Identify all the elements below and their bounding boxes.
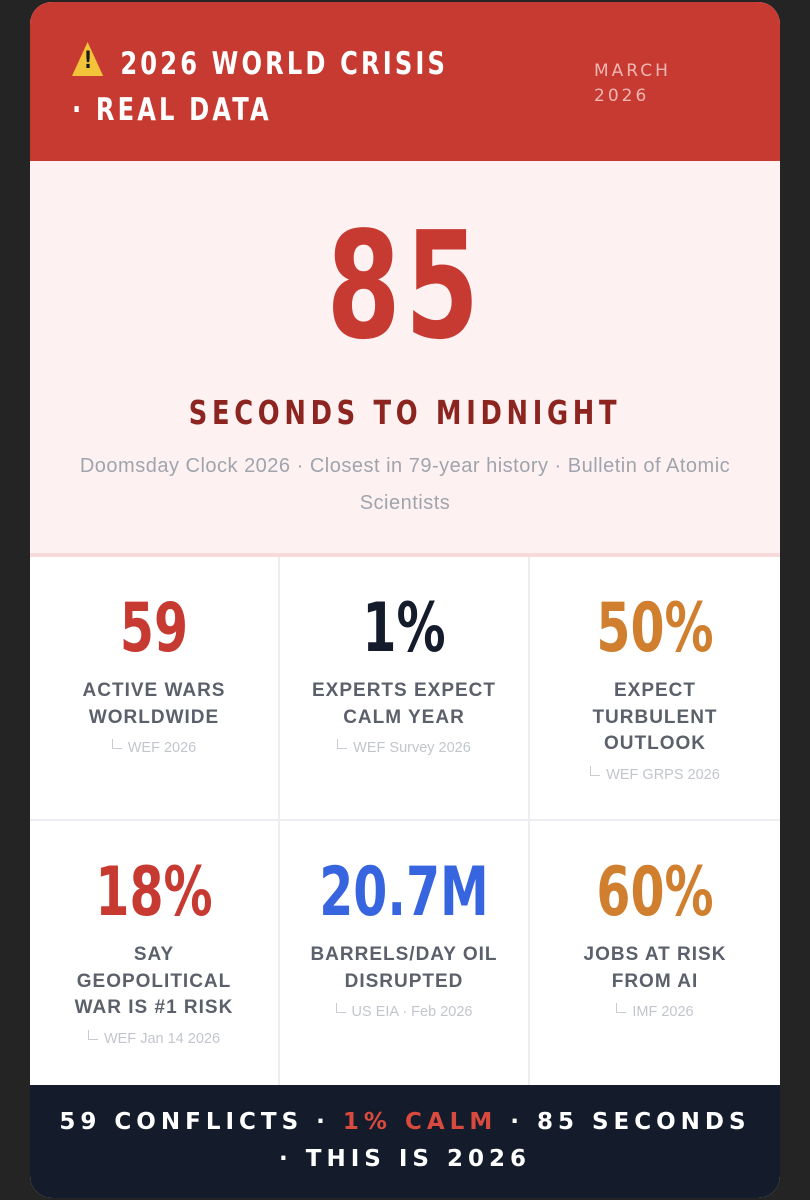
stat-card-active-wars (30, 557, 278, 819)
grid-divider (528, 557, 530, 1085)
source-arrow-icon (88, 1030, 98, 1040)
stat-source-text: WEF Survey 2026 (353, 740, 471, 756)
stat-source (280, 738, 528, 758)
stats-grid (30, 557, 780, 1085)
stat-label: EXPERTS EXPECT CALM YEAR (312, 680, 496, 728)
header-banner (30, 2, 780, 161)
footer-text (50, 1104, 760, 1178)
footer-banner (30, 1085, 780, 1198)
source-arrow-icon (112, 739, 122, 749)
grid-divider (30, 819, 780, 821)
grid-divider (278, 557, 280, 1085)
stat-value: 59 (119, 589, 189, 668)
stat-source (280, 1002, 528, 1022)
stat-source (30, 738, 278, 758)
crisis-card (30, 2, 780, 1198)
header-date: MARCH 2026 (594, 61, 671, 106)
stat-source (530, 765, 780, 785)
source-arrow-icon (590, 766, 600, 776)
source-arrow-icon (616, 1003, 626, 1013)
stat-source-text: WEF 2026 (127, 740, 197, 756)
hero-value: 85 (326, 200, 484, 372)
stat-source-text: WEF Jan 14 2026 (103, 1031, 221, 1047)
stat-label: EXPECT TURBULENT OUTLOOK (592, 680, 718, 754)
stat-source (30, 1029, 278, 1049)
stat-label: BARRELS/DAY OIL DISRUPTED (310, 944, 498, 992)
stat-value: 50% (596, 589, 714, 668)
source-arrow-icon (336, 1003, 346, 1013)
header-title-block (72, 40, 462, 133)
stat-value: 20.7M (319, 853, 489, 932)
stat-value: 60% (596, 853, 714, 932)
stat-card-geopolitical-risk (30, 821, 278, 1083)
stat-card-calm-year (280, 557, 528, 819)
stat-source-text: IMF 2026 (632, 1004, 694, 1020)
stat-source-text: WEF GRPS 2026 (606, 767, 720, 783)
stat-source-text: US EIA · Feb 2026 (351, 1004, 473, 1020)
hero-subtitle: Doomsday Clock 2026 · Closest in 79-year history · Bulletin of Atomic Scientists (79, 455, 731, 514)
stat-label: JOBS AT RISK FROM AI (583, 944, 727, 992)
stat-card-turbulent-outlook (530, 557, 780, 819)
warning-icon: ! (72, 42, 103, 76)
hero-label: SECONDS TO MIDNIGHT (188, 393, 622, 432)
footer-highlight: 1% CALM (342, 1109, 498, 1135)
stat-label: ACTIVE WARS WORLDWIDE (82, 680, 226, 728)
stat-source (530, 1002, 780, 1022)
stat-label: SAY GEOPOLITICAL WAR IS #1 RISK (74, 944, 234, 1018)
source-arrow-icon (337, 739, 347, 749)
stat-card-jobs-ai (530, 821, 780, 1083)
doomsday-hero (30, 161, 780, 557)
stat-card-oil-disrupted (280, 821, 528, 1083)
footer-part-1: 59 CONFLICTS · (59, 1109, 343, 1135)
page-title: 2026 WORLD CRISIS · REAL DATA (72, 46, 449, 128)
footer-part-2: · 85 SECONDS · THIS IS 2026 (279, 1109, 751, 1172)
stat-value: 18% (95, 853, 213, 932)
stat-value: 1% (362, 589, 446, 668)
